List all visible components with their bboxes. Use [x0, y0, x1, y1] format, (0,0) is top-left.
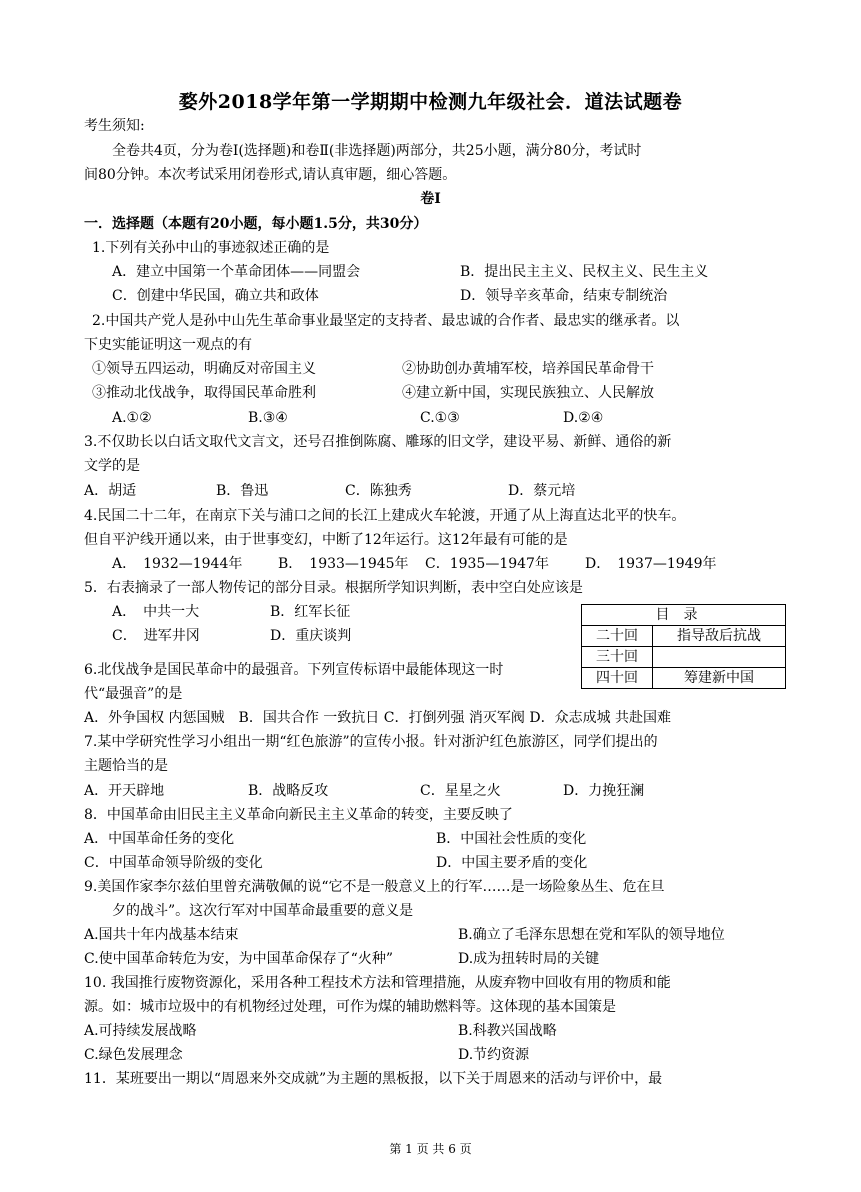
q7-option-a: A．开天辟地: [84, 783, 165, 799]
q10-stem-2: 源。如：城市垃圾中的有机物经过处理，可作为煤的辅助燃料等。这体现的基本国策是: [84, 999, 616, 1015]
q9-stem-1: 9.美国作家李尔兹伯里曾充满敬佩的说“它不是一般意义上的行军……是一场险象丛生、危在旦: [84, 879, 665, 895]
q10-option-d: D.节约资源: [458, 1047, 530, 1063]
q1-stem: 1.下列有关孙中山的事迹叙述正确的是: [92, 240, 330, 256]
q8-option-c: C．中国革命领导阶级的变化: [84, 855, 263, 871]
q4-option-c: C．1935—1947年: [425, 556, 549, 572]
q4-option-a: A． 1932—1944年: [112, 556, 243, 572]
q9-option-d: D.成为扭转时局的关键: [458, 951, 600, 967]
q1-option-b: B．提出民主主义、民权主义、民生主义: [460, 264, 709, 280]
volume-heading: 卷Ⅰ: [420, 191, 441, 207]
contents-chapter: 四十回: [582, 668, 653, 689]
q7-option-c: C．星星之火: [420, 783, 501, 799]
q10-option-a: A.可持续发展战略: [84, 1023, 197, 1039]
q6-options: A．外争国权 内惩国贼 B．国共合作 一致抗日 C．打倒列强 消灭军阀 D．众志成城 共赴国难: [84, 710, 672, 726]
q3-stem-1: 3.不仅助长以白话文取代文言文，还号召推倒陈腐、雕琢的旧文学，建设平易、新鲜、通俗的新: [84, 434, 672, 450]
q11-stem-1: 11．某班要出一期以“周恩来外交成就”为主题的黑板报，以下关于周恩来的活动与评价中，最: [84, 1071, 663, 1087]
q2-stem-1: 2.中国共产党人是孙中山先生革命事业最坚定的支持者、最忠诚的合作者、最忠实的继承者。以: [92, 313, 680, 329]
q9-option-a: A.国共十年内战基本结束: [84, 927, 239, 943]
q10-option-b: B.科教兴国战略: [458, 1023, 557, 1039]
contents-table: [581, 604, 786, 689]
q6-stem-2: 代“最强音”的是: [84, 686, 183, 702]
q3-option-d: D．蔡元培: [508, 483, 576, 499]
q9-option-c: C.使中国革命转危为安，为中国革命保存了“火种”: [84, 951, 393, 967]
q1-option-c: C．创建中华民国，确立共和政体: [112, 288, 319, 304]
q2-option-c: C.①③: [420, 410, 460, 426]
q3-stem-2: 文学的是: [84, 458, 140, 474]
contents-title-blank: [653, 647, 786, 668]
q4-option-d: D． 1937—1949年: [585, 556, 717, 572]
q7-option-d: D．力挽狂澜: [563, 783, 645, 799]
q8-option-b: B．中国社会性质的变化: [436, 831, 587, 847]
q5-option-b: B．红军长征: [270, 604, 351, 620]
q2-stem-2: 下史实能证明这一观点的有: [84, 337, 252, 353]
q5-stem: 5．右表摘录了一部人物传记的部分目录。根据所学知识判断，表中空白处应该是: [84, 580, 583, 596]
q2-statement-4: ④建立新中国，实现民族独立、人民解放: [402, 385, 654, 401]
q5-option-d: D．重庆谈判: [270, 628, 352, 644]
notice-label: 考生须知:: [84, 118, 145, 134]
q2-statement-1: ①领导五四运动，明确反对帝国主义: [92, 361, 316, 377]
q7-stem-1: 7.某中学研究性学习小组出一期“红色旅游”的宣传小报。针对浙沪红色旅游区，同学们提出的: [84, 734, 658, 750]
section-heading: 一．选择题（本题有20小题，每小题1.5分，共30分）: [84, 216, 428, 232]
q9-option-b: B.确立了毛泽东思想在党和军队的领导地位: [458, 927, 725, 943]
page-footer: 第 1 页 共 6 页: [389, 1142, 472, 1156]
q8-option-a: A．中国革命任务的变化: [84, 831, 235, 847]
contents-title: 指导敌后抗战: [653, 626, 786, 647]
q8-option-d: D．中国主要矛盾的变化: [436, 855, 588, 871]
notice-line-2: 间80分钟。本次考试采用闭卷形式,请认真审题，细心答题。: [84, 167, 457, 183]
contents-table-header: 目录: [582, 605, 786, 626]
q2-option-d: D.②④: [563, 410, 604, 426]
q4-option-b: B． 1933—1945年: [278, 556, 409, 572]
q2-statement-3: ③推动北伐战争，取得国民革命胜利: [92, 385, 316, 401]
q1-option-d: D．领导辛亥革命，结束专制统治: [460, 288, 668, 304]
q5-option-c: C． 进军井冈: [112, 628, 200, 644]
q4-stem-1: 4.民国二十二年，在南京下关与浦口之间的长江上建成火车轮渡，开通了从上海直达北平的快车。: [84, 508, 686, 524]
notice-line-1: 全卷共4页，分为卷Ⅰ(选择题)和卷Ⅱ(非选择题)两部分，共25小题，满分80分，考试时: [112, 143, 642, 159]
q8-stem: 8．中国革命由旧民主主义革命向新民主主义革命的转变，主要反映了: [84, 807, 513, 823]
q10-stem-1: 10. 我国推行废物资源化，采用各种工程技术方法和管理措施，从废弃物中回收有用的物质和能: [84, 975, 671, 991]
q10-option-c: C.绿色发展理念: [84, 1047, 183, 1063]
page-title: 婺外2018学年第一学期期中检测九年级社会．道法试题卷: [178, 91, 683, 113]
q3-option-c: C．陈独秀: [345, 483, 412, 499]
q6-stem-1: 6.北伐战争是国民革命中的最强音。下列宣传标语中最能体现这一时: [84, 662, 504, 678]
q9-stem-2: 夕的战斗”。这次行军对中国革命最重要的意义是: [112, 903, 414, 919]
q7-option-b: B．战略反攻: [248, 783, 329, 799]
q2-option-b: B.③④: [248, 410, 288, 426]
q1-option-a: A．建立中国第一个革命团体——同盟会: [112, 264, 361, 280]
q5-option-a: A． 中共一大: [112, 604, 200, 620]
contents-chapter: 二十回: [582, 626, 653, 647]
contents-chapter: 三十回: [582, 647, 653, 668]
q3-option-b: B．鲁迅: [216, 483, 269, 499]
contents-title: 筹建新中国: [653, 668, 786, 689]
q2-statement-2: ②协助创办黄埔军校，培养国民革命骨干: [402, 361, 654, 377]
q4-stem-2: 但自平沪线开通以来，由于世事变幻，中断了12年运行。这12年最有可能的是: [84, 532, 568, 548]
q7-stem-2: 主题恰当的是: [84, 758, 168, 774]
q3-option-a: A．胡适: [84, 483, 137, 499]
q2-option-a: A.①②: [112, 410, 152, 426]
